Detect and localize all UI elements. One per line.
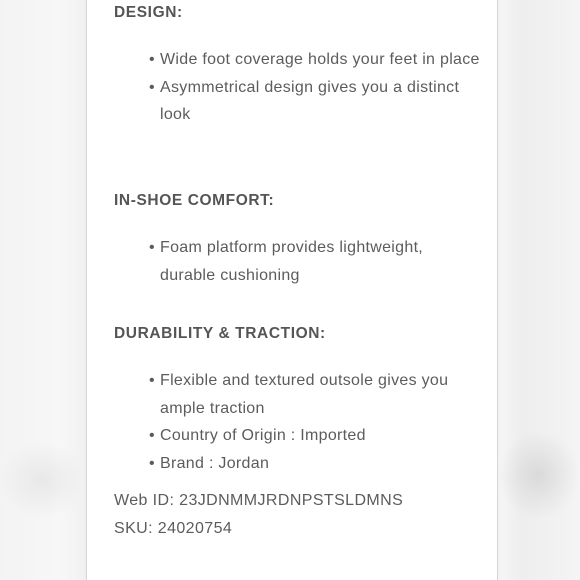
list-item — [149, 422, 480, 450]
bullet-dot-icon: • — [149, 427, 155, 444]
section-title-durability-traction: DURABILITY & TRACTION: — [114, 325, 326, 342]
list-item-text: Wide foot coverage holds your feet in place — [160, 51, 480, 68]
background-shadow-right — [497, 430, 580, 520]
bullet-dot-icon: • — [149, 51, 155, 68]
bullet-dot-icon: • — [149, 454, 155, 472]
list-item-text: Asymmetrical design gives you a distinct look — [160, 78, 460, 123]
list-item — [149, 234, 480, 289]
list-item — [149, 450, 480, 478]
bullet-dot-icon: • — [149, 372, 155, 389]
list-item — [149, 367, 480, 422]
product-description-card — [86, 0, 498, 580]
list-item — [149, 74, 480, 129]
bullet-dot-icon: • — [149, 239, 155, 256]
list-item-text: Country of Origin : Imported — [160, 427, 366, 444]
section-title-design: DESIGN: — [114, 4, 183, 21]
durability-feature-list — [149, 367, 480, 477]
list-item — [149, 46, 480, 74]
list-item-text: Flexible and textured outsole gives you ample traction — [160, 372, 449, 417]
sku-text: SKU: 24020754 — [114, 520, 233, 537]
section-title-in-shoe-comfort: IN-SHOE COMFORT: — [114, 192, 275, 209]
list-item-text: Foam platform provides lightweight, durable cushioning — [160, 239, 424, 284]
list-item-text: Brand : Jordan — [160, 454, 270, 472]
bullet-dot-icon: • — [149, 78, 155, 96]
comfort-feature-list — [149, 234, 480, 289]
background-shadow-left — [0, 440, 85, 520]
web-id-text: Web ID: 23JDNMMJRDNPSTSLDMNS — [114, 492, 404, 509]
design-feature-list — [149, 46, 480, 129]
